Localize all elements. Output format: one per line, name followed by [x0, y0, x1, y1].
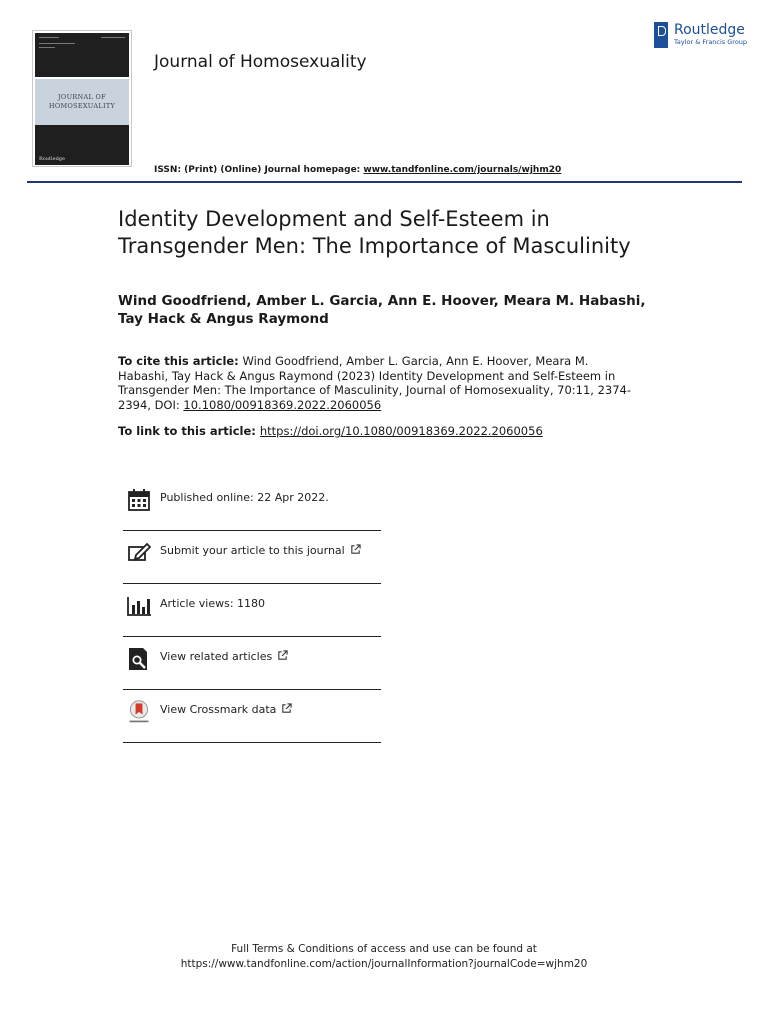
- article-info-list: [123, 478, 381, 743]
- link-label: To link to this article:: [118, 424, 260, 438]
- article-authors: Wind Goodfriend, Amber L. Garcia, Ann E. Hoover, Meara M. Habashi, Tay Hack & Angus Raymond: [118, 293, 646, 327]
- issn-line: [154, 165, 561, 175]
- external-link-icon: [350, 544, 361, 555]
- cover-title-band: [35, 79, 129, 125]
- publisher-subtitle: Taylor & Francis Group: [674, 38, 748, 46]
- crossmark-link[interactable]: [160, 703, 292, 716]
- crossmark-label: View Crossmark data: [160, 703, 277, 716]
- publisher-name: Routledge: [674, 22, 745, 38]
- published-date-text: Published online: 22 Apr 2022.: [160, 491, 329, 504]
- cover-bottom-band: [35, 125, 129, 165]
- header-rule: [27, 181, 742, 183]
- issn-prefix: ISSN: (Print) (Online) Journal homepage:: [154, 165, 364, 175]
- journal-homepage-link[interactable]: www.tandfonline.com/journals/wjhm20: [363, 165, 562, 175]
- info-item-views: [123, 584, 381, 637]
- article-link-line: [118, 424, 543, 438]
- article-doi-link[interactable]: https://doi.org/10.1080/00918369.2022.2060056: [259, 424, 543, 438]
- citation-block: [118, 354, 638, 412]
- search-document-icon: [127, 647, 151, 671]
- calendar-icon: [127, 488, 151, 512]
- cover-top-band: [35, 33, 129, 77]
- publisher-logo: [654, 22, 747, 48]
- cite-text: Wind Goodfriend, Amber L. Garcia, Ann E. Hoover, Meara M. Habashi, Tay Hack & Angus Raymond (2023) Identity Development and Self-Esteem in Transgender Men: The Importance of Masculinity, Journal of Homosexuality, 70:11, 2374-2394, DOI:: [118, 354, 632, 412]
- crossmark-icon: [127, 700, 151, 724]
- external-link-icon: [277, 650, 288, 661]
- external-link-icon: [281, 703, 292, 714]
- related-articles-link[interactable]: [160, 650, 288, 663]
- edit-icon: [127, 541, 151, 565]
- journal-title: Journal of Homosexuality: [154, 52, 367, 72]
- bar-chart-icon: [127, 594, 151, 618]
- info-item-related[interactable]: [123, 637, 381, 690]
- cover-title-line2: HOMOSEXUALITY: [48, 102, 116, 110]
- cover-title-line1: JOURNAL OF: [58, 93, 106, 101]
- info-item-submit[interactable]: [123, 531, 381, 584]
- article-views-text: Article views: 1180: [160, 597, 266, 610]
- info-item-published: [123, 478, 381, 531]
- related-articles-label: View related articles: [160, 650, 273, 663]
- footer-terms: [0, 942, 768, 972]
- submit-article-link[interactable]: [160, 544, 361, 557]
- cite-doi-link[interactable]: 10.1080/00918369.2022.2060056: [183, 397, 382, 412]
- routledge-mark-icon: [654, 22, 668, 48]
- footer-line1: Full Terms & Conditions of access and use can be found at: [231, 943, 537, 955]
- submit-article-label: Submit your article to this journal: [160, 544, 345, 557]
- footer-terms-link[interactable]: https://www.tandfonline.com/action/journalInformation?journalCode=wjhm20: [180, 958, 588, 970]
- cover-publisher-logo: Routledge: [39, 156, 65, 162]
- info-item-crossmark[interactable]: [123, 690, 381, 743]
- cite-label: To cite this article:: [118, 354, 239, 368]
- journal-cover: [32, 30, 132, 167]
- article-title: Identity Development and Self-Esteem in Transgender Men: The Importance of Masculinity: [118, 207, 631, 258]
